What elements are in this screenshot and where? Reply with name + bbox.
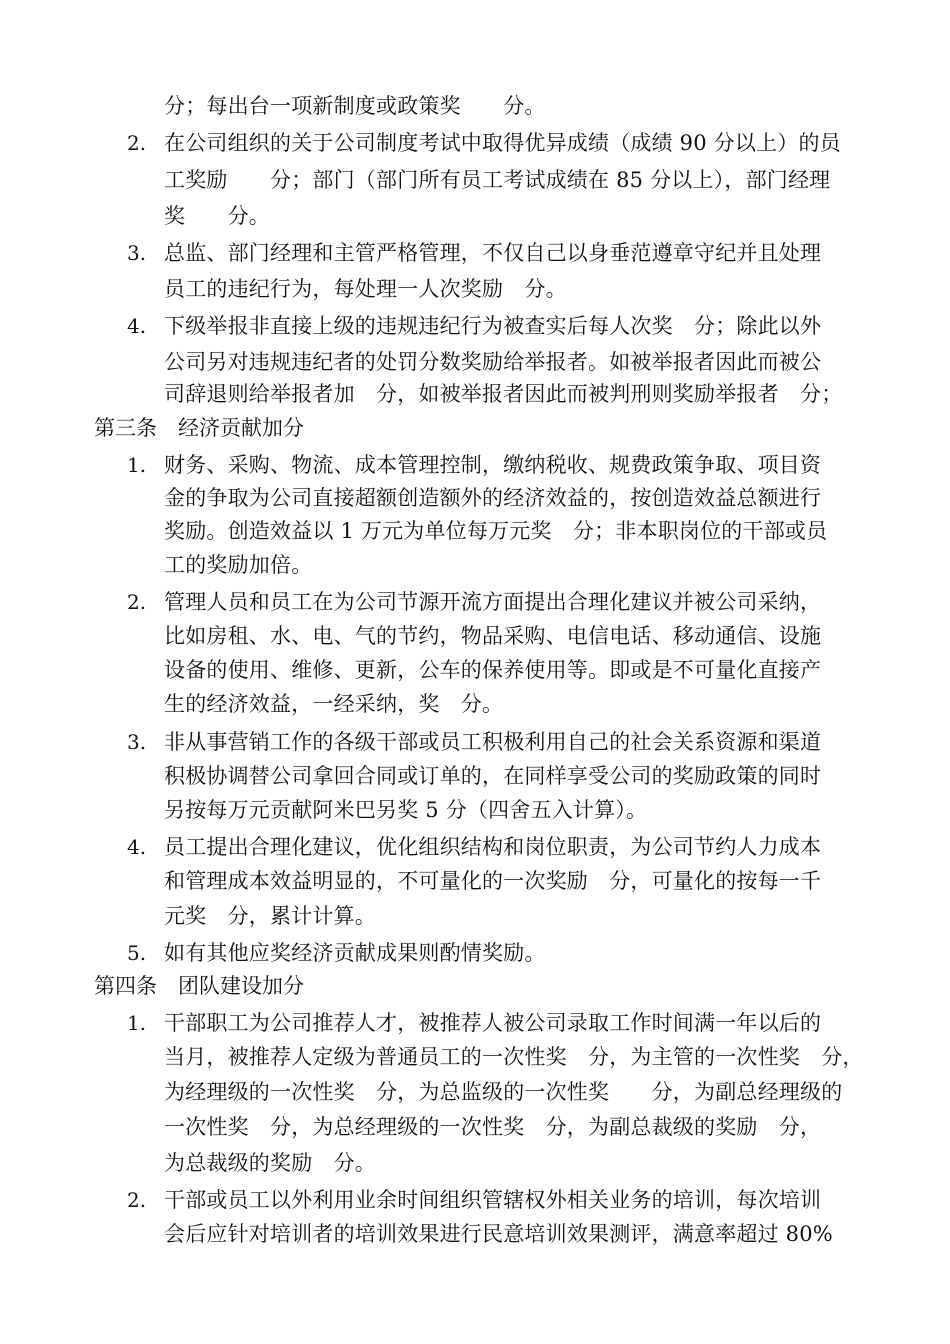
continued-line: 分；每出台一项新制度或政策奖 分。 [164, 94, 546, 118]
item-line: 金的争取为公司直接超额创造额外的经济效益的，按创造效益总额进行 [164, 486, 822, 510]
item-line: 司辞退则给举报者加 分，如被举报者因此而被判刑则奖励举报者 分； [164, 382, 843, 406]
section-heading: 第三条 经济贡献加分 [94, 416, 304, 440]
item-line: 在公司组织的关于公司制度考试中取得优异成绩（成绩 90 分以上）的员 [164, 131, 841, 155]
item-number: 2. [127, 590, 147, 614]
item-line: 公司另对违规违纪者的处罚分数奖励给举报者。如被举报者因此而被公 [164, 350, 822, 374]
item-line: 当月，被推荐人定级为普通员工的一次性奖 分，为主管的一次性奖 分， [164, 1045, 864, 1069]
item-number: 4. [127, 314, 147, 338]
section-heading: 第四条 团队建设加分 [94, 974, 304, 998]
item-line: 一次性奖 分，为总经理级的一次性奖 分，为副总裁级的奖励 分， [164, 1115, 822, 1139]
item-number: 1. [127, 1011, 147, 1035]
item-line: 元奖 分，累计计算。 [164, 904, 376, 928]
item-line: 设备的使用、维修、更新，公车的保养使用等。即或是不可量化直接产 [164, 658, 822, 682]
item-line: 干部或员工以外利用业余时间组织管辖权外相关业务的培训，每次培训 [164, 1188, 822, 1212]
item-line: 员工的违纪行为，每处理一人次奖励 分。 [164, 277, 567, 301]
item-line: 非从事营销工作的各级干部或员工积极利用自己的社会关系资源和渠道 [164, 730, 822, 754]
item-line: 比如房租、水、电、气的节约，物品采购、电信电话、移动通信、设施 [164, 624, 822, 648]
item-line: 管理人员和员工在为公司节源开流方面提出合理化建议并被公司采纳， [164, 590, 822, 614]
item-number: 3. [127, 241, 147, 265]
item-line: 总监、部门经理和主管严格管理，不仅自己以身垂范遵章守纪并且处理 [164, 241, 822, 265]
item-number: 2. [127, 1188, 147, 1212]
item-line: 积极协调替公司拿回合同或订单的，在同样享受公司的奖励政策的同时 [164, 764, 822, 788]
item-line: 如有其他应奖经济贡献成果则酌情奖励。 [164, 941, 546, 965]
item-number: 2. [127, 131, 147, 155]
item-number: 4. [127, 835, 147, 859]
item-line: 工奖励 分；部门（部门所有员工考试成绩在 85 分以上），部门经理 [164, 168, 831, 192]
item-line: 财务、采购、物流、成本管理控制，缴纳税收、规费政策争取、项目资 [164, 453, 822, 477]
item-line: 下级举报非直接上级的违规违纪行为被查实后每人次奖 分；除此以外 [164, 314, 822, 338]
item-line: 员工提出合理化建议，优化组织结构和岗位职责，为公司节约人力成本 [164, 835, 822, 859]
item-line: 生的经济效益，一经采纳，奖 分。 [164, 692, 504, 716]
item-line: 和管理成本效益明显的，不可量化的一次奖励 分，可量化的按每一千 [164, 869, 822, 893]
item-line: 为总裁级的奖励 分。 [164, 1151, 376, 1175]
item-line: 为经理级的一次性奖 分，为总监级的一次性奖 分，为副总经理级的 [164, 1080, 843, 1104]
item-line: 干部职工为公司推荐人才，被推荐人被公司录取工作时间满一年以后的 [164, 1011, 822, 1035]
item-line: 另按每万元贡献阿米巴另奖 5 分（四舍五入计算）。 [164, 798, 648, 822]
item-line: 奖励。创造效益以 1 万元为单位每万元奖 分；非本职岗位的干部或员 [164, 519, 828, 543]
item-number: 1. [127, 453, 147, 477]
item-line: 奖 分。 [164, 204, 270, 228]
item-line: 工的奖励加倍。 [164, 553, 313, 577]
item-number: 5. [127, 941, 147, 965]
item-number: 3. [127, 730, 147, 754]
item-line: 会后应针对培训者的培训效果进行民意培训效果测评，满意率超过 80% [164, 1222, 833, 1246]
